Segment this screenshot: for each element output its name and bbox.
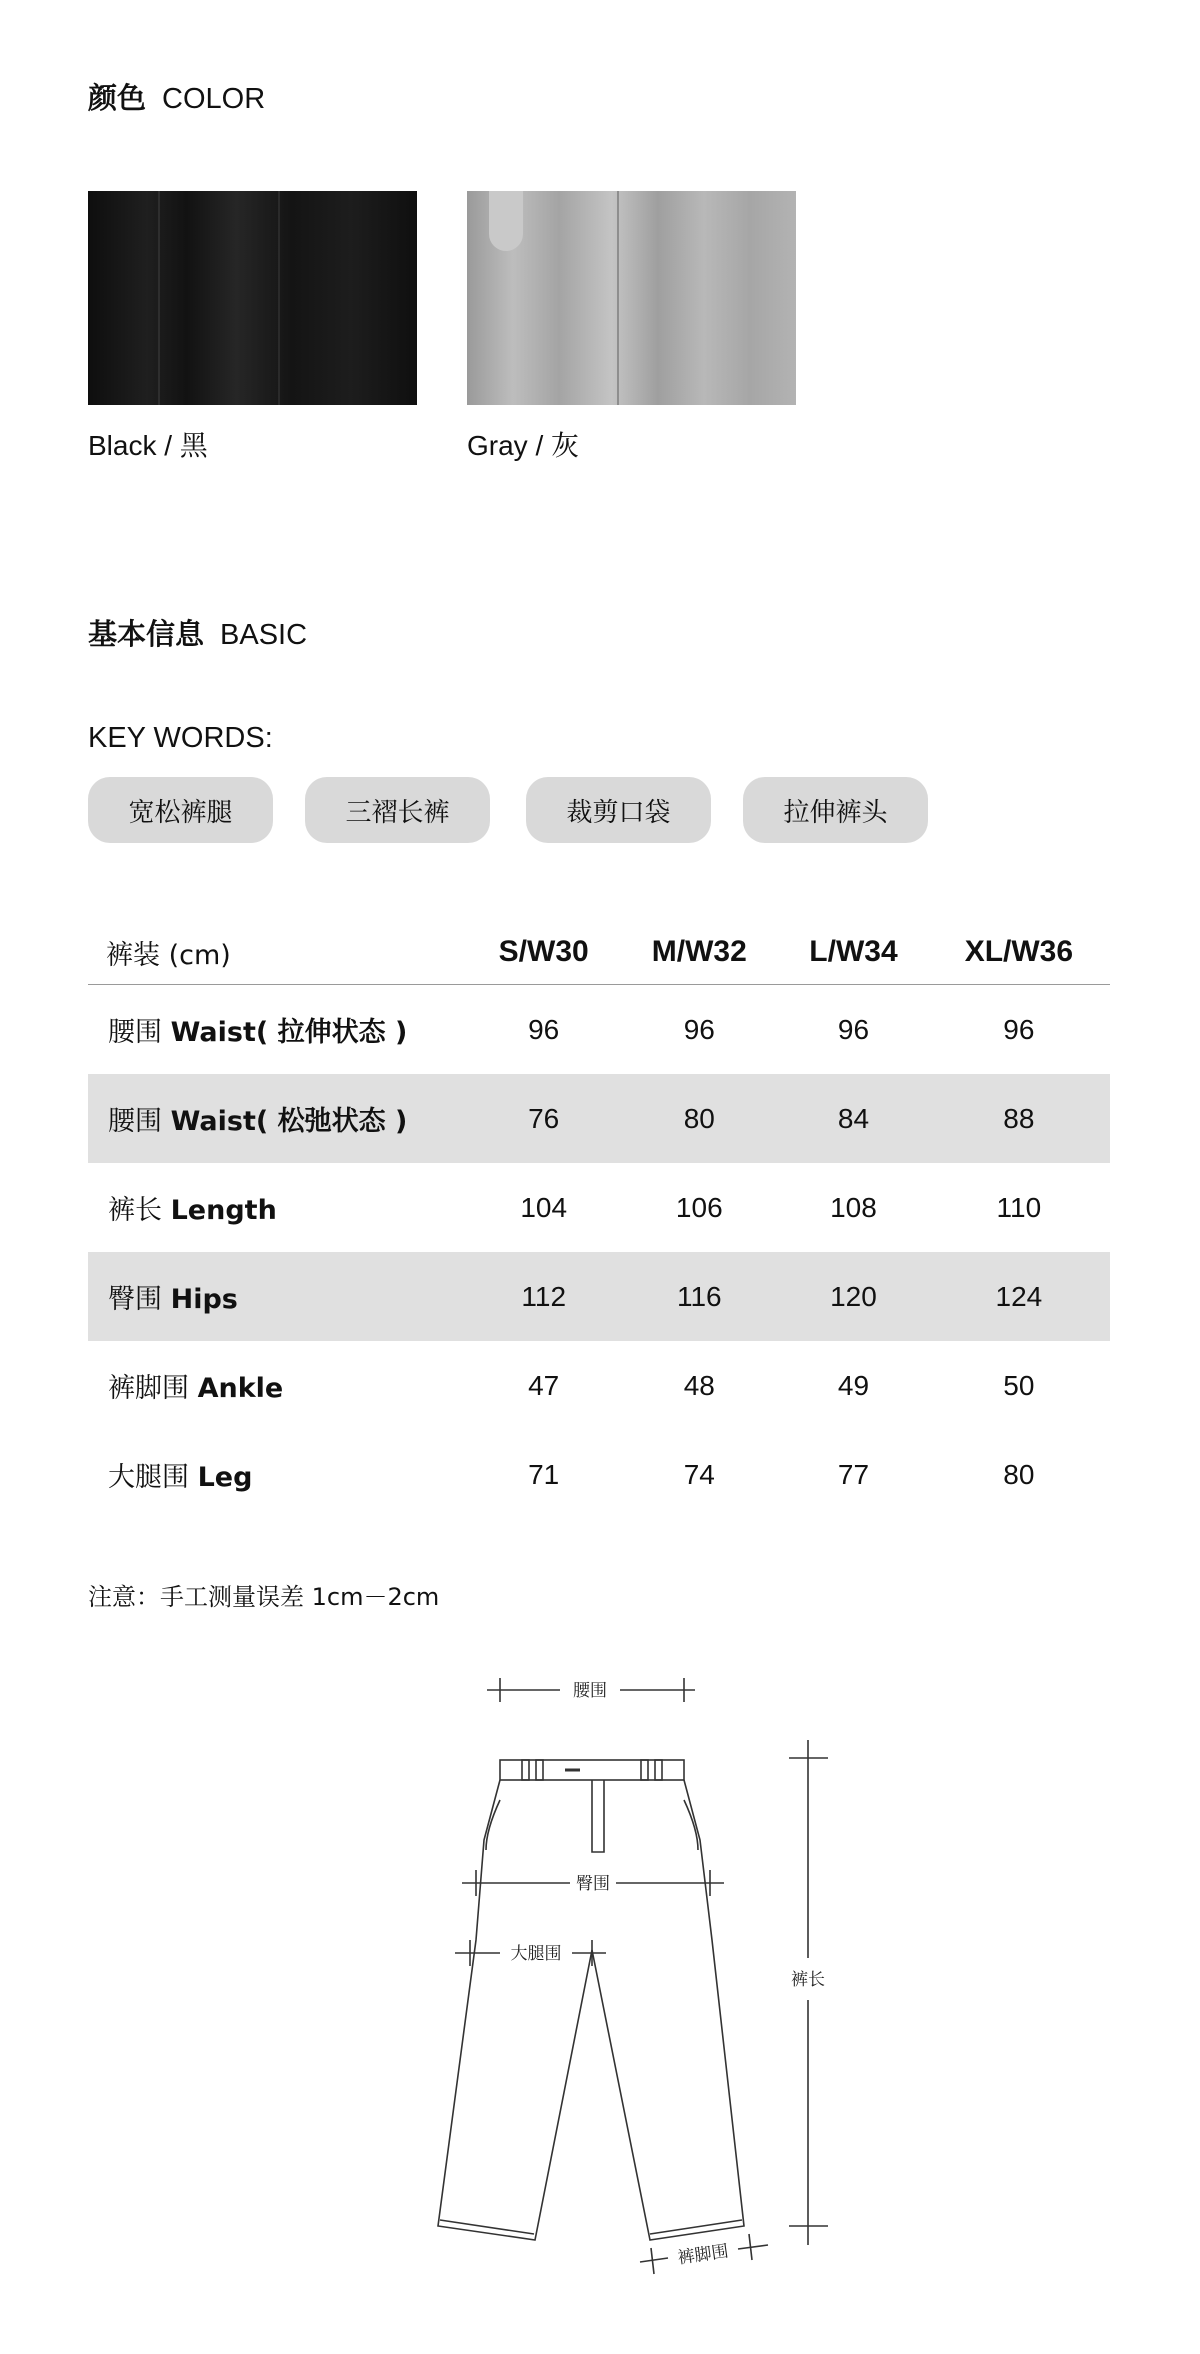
ankle-label: 裤脚围 — [676, 2241, 730, 2269]
table-cell: 120 — [779, 1252, 928, 1341]
table-cell: 49 — [837, 1369, 870, 1401]
size-table-header — [88, 920, 1110, 985]
size-table — [88, 920, 1110, 1519]
table-cell: 71 — [528, 1458, 560, 1490]
thigh-label: 大腿围 — [510, 1944, 562, 1964]
table-cell: 76 — [468, 1074, 619, 1163]
waist-label: 腰围 — [573, 1681, 607, 1701]
table-cell: 96 — [1003, 1013, 1035, 1045]
header-size: M/W32 — [619, 920, 779, 985]
basic-title-en: BASIC — [220, 619, 308, 651]
keyword-chip[interactable]: 拉伸裤头 — [743, 777, 928, 843]
row-label: 腰围 Waist( 拉伸状态 ) — [108, 1017, 408, 1048]
keywords-title: KEY WORDS: — [88, 722, 273, 754]
table-cell: 47 — [528, 1369, 560, 1401]
table-cell: 96 — [837, 1013, 870, 1045]
table-cell: 74 — [683, 1458, 715, 1490]
table-row — [88, 985, 1110, 1075]
table-cell: 96 — [528, 1013, 560, 1045]
table-row — [88, 1341, 1110, 1430]
header-size: L/W34 — [779, 920, 928, 985]
color-title-zh: 颜色 — [88, 81, 147, 115]
basic-title-zh: 基本信息 — [88, 617, 205, 651]
color-section-title — [88, 76, 265, 117]
header-size: XL/W36 — [928, 920, 1110, 985]
table-cell: 124 — [928, 1252, 1110, 1341]
table-cell: 84 — [779, 1074, 928, 1163]
table-cell: 77 — [837, 1458, 870, 1490]
header-unit-label: 裤装 (cm) — [88, 920, 468, 985]
table-cell: 108 — [830, 1191, 877, 1223]
header-size: S/W30 — [468, 920, 619, 985]
table-cell: 106 — [675, 1191, 723, 1223]
table-cell: 88 — [928, 1074, 1110, 1163]
table-row — [88, 1163, 1110, 1252]
row-label: 裤长 Length — [108, 1195, 277, 1226]
table-cell: 50 — [1003, 1369, 1035, 1401]
pants-measurement-diagram — [0, 1640, 1200, 2280]
table-cell: 80 — [1003, 1458, 1035, 1490]
black-swatch-label: Black / 黑 — [88, 430, 208, 461]
table-cell: 112 — [468, 1252, 619, 1341]
basic-section-title — [88, 612, 307, 653]
black-swatch-image[interactable] — [88, 191, 417, 405]
table-cell: 48 — [683, 1369, 715, 1401]
row-label: 腰围 Waist( 松弛状态 ) — [88, 1074, 468, 1163]
table-cell: 110 — [996, 1191, 1042, 1223]
hips-label: 臀围 — [576, 1874, 610, 1894]
gray-swatch-label: Gray / 灰 — [467, 430, 580, 461]
row-label: 裤脚围 Ankle — [108, 1373, 284, 1404]
keyword-chip[interactable]: 宽松裤腿 — [88, 777, 273, 843]
table-row — [88, 1074, 1110, 1163]
row-label: 大腿围 Leg — [108, 1462, 253, 1493]
row-label: 臀围 Hips — [88, 1252, 468, 1341]
keyword-chip[interactable]: 裁剪口袋 — [526, 777, 711, 843]
measurement-note: 注意：手工测量误差 1cm－2cm — [88, 1583, 440, 1611]
table-cell: 96 — [683, 1013, 715, 1045]
table-cell: 80 — [619, 1074, 779, 1163]
table-cell: 104 — [520, 1191, 568, 1223]
color-title-en: COLOR — [162, 83, 266, 115]
gray-swatch-image[interactable] — [467, 191, 796, 405]
length-label: 裤长 — [791, 1970, 825, 1990]
table-row — [88, 1430, 1110, 1519]
table-row — [88, 1252, 1110, 1341]
table-cell: 116 — [619, 1252, 779, 1341]
pants-outline — [438, 1760, 744, 2240]
keyword-chip[interactable]: 三褶长裤 — [305, 777, 490, 843]
